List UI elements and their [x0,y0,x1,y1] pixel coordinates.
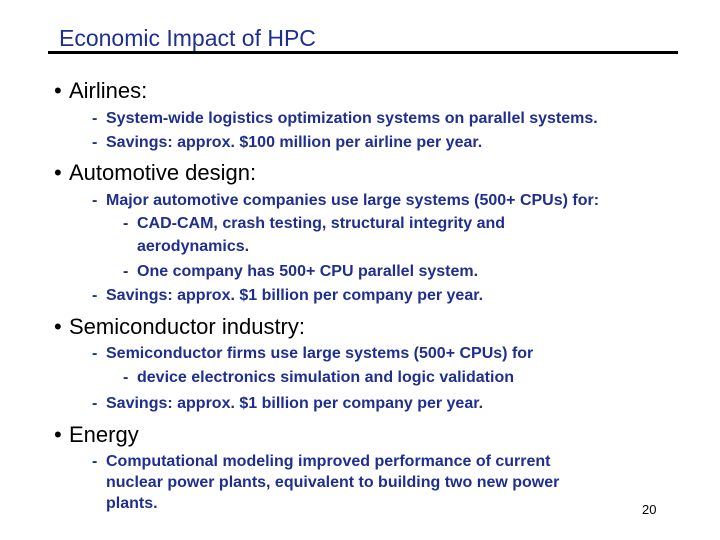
sub-item [92,343,533,365]
bullet-semiconductor [54,314,305,340]
bullet-label: Airlines: [69,78,148,103]
sub-item-continuation: plants. [106,495,158,512]
sub-item [92,285,483,307]
sub-item-text: Savings: approx. $1 billion per company per year. [106,395,484,412]
bullet-automotive [54,160,256,186]
bullet-dot-icon: • [54,78,62,103]
dash-icon: - [92,287,98,304]
sub-item-text: CAD-CAM, crash testing, structural integrity and [137,215,506,232]
sub-item-continuation: nuclear power plants, equivalent to building two new power [106,474,560,491]
sub-item-text: Computational modeling improved performance of current [106,453,551,470]
bullet-dot-icon: • [54,314,62,339]
page-number: 20 [642,502,657,517]
sub-item-text: device electronics simulation and logic validation [137,369,514,386]
title-underline [48,51,678,54]
sub-item [92,190,599,212]
sub-item-text: Semiconductor firms use large systems (500+ CPUs) for [106,345,534,362]
bullet-dot-icon: • [54,160,62,185]
bullet-airlines [54,78,147,104]
sub-item [92,451,551,473]
sub-sub-item [123,213,505,235]
sub-item [92,132,482,154]
bullet-label: Semiconductor industry: [69,314,305,339]
bullet-label: Energy [69,422,139,447]
dash-icon: - [92,395,98,412]
bullet-dot-icon: • [54,422,62,447]
dash-icon: - [92,192,98,209]
dash-icon: - [123,215,129,232]
dash-icon: - [92,345,98,362]
sub-item [92,108,598,130]
dash-icon: - [123,369,129,386]
bullet-energy [54,422,139,448]
sub-sub-item [123,261,478,283]
dash-icon: - [92,110,98,127]
sub-item-text: Savings: approx. $100 million per airline per year. [106,134,483,151]
sub-sub-item-continuation: aerodynamics. [137,238,250,255]
bullet-label: Automotive design: [69,160,257,185]
sub-item-text: Major automotive companies use large systems (500+ CPUs) for: [106,192,600,209]
sub-sub-item [123,367,514,389]
sub-item-text: Savings: approx. $1 billion per company per year. [106,287,484,304]
slide-title: Economic Impact of HPC [59,25,316,51]
dash-icon: - [123,263,129,280]
sub-item-text: System-wide logistics optimization systems on parallel systems. [106,110,598,127]
dash-icon: - [92,134,98,151]
sub-item-text: One company has 500+ CPU parallel system. [137,263,479,280]
dash-icon: - [92,453,98,470]
sub-item [92,393,483,415]
